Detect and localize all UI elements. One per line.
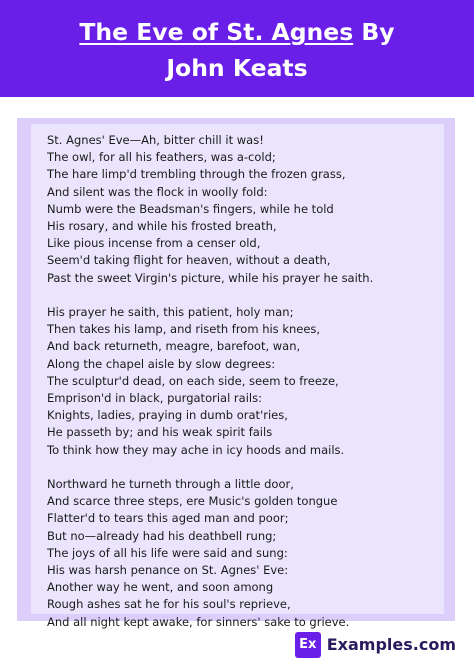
poem-line: And back returneth, meagre, barefoot, wan, xyxy=(47,339,301,354)
stanza-2 xyxy=(47,304,442,459)
poem-line: His rosary, and while his frosted breath, xyxy=(47,219,277,234)
poem-line: And all night kept awake, for sinners' sake to grieve. xyxy=(47,614,350,629)
poem-line: His prayer he saith, this patient, holy man; xyxy=(47,305,294,320)
poem-line: But no—already had his deathbell rung; xyxy=(47,528,277,543)
poem-line: Like pious incense from a censer old, xyxy=(47,236,261,251)
poem-line: The hare limp'd trembling through the frozen grass, xyxy=(47,167,346,182)
header-banner xyxy=(0,0,474,97)
poem-line: Numb were the Beadsman's fingers, while he told xyxy=(47,201,334,216)
poem-text xyxy=(47,132,442,631)
poem-line: St. Agnes' Eve—Ah, bitter chill it was! xyxy=(47,133,264,147)
stanza-3 xyxy=(47,476,442,631)
poem-line: Rough ashes sat he for his soul's reprieve, xyxy=(47,597,291,612)
poem-line: Knights, ladies, praying in dumb orat'ries, xyxy=(47,408,288,423)
poem-line: Seem'd taking flight for heaven, without a death, xyxy=(47,253,331,268)
poem-card-inner xyxy=(31,124,444,629)
title-by: By xyxy=(353,18,395,46)
poem-line: Northward he turneth through a little door, xyxy=(47,477,294,492)
poem-line: Then takes his lamp, and riseth from his knees, xyxy=(47,322,321,337)
poem-line: Flatter'd to tears this aged man and poor; xyxy=(47,511,289,526)
poem-line: Past the sweet Virgin's picture, while his prayer he saith. xyxy=(47,270,374,285)
poem-line: Another way he went, and soon among xyxy=(47,580,274,595)
poem-line: The sculptur'd dead, on each side, seem to freeze, xyxy=(47,373,339,388)
author-name: John Keats xyxy=(166,54,308,82)
poem-line: The owl, for all his feathers, was a-cold; xyxy=(47,150,276,165)
poem-line: The joys of all his life were said and sung: xyxy=(47,545,288,560)
poem-line: His was harsh penance on St. Agnes' Eve: xyxy=(47,563,289,578)
poem-line: He passeth by; and his weak spirit fails xyxy=(47,425,273,440)
brand-link[interactable] xyxy=(295,632,456,658)
poem-card xyxy=(17,118,455,629)
page-title xyxy=(0,17,474,47)
poem-line: And scarce three steps, ere Music's golden tongue xyxy=(47,494,338,509)
poem-line: And silent was the flock in woolly fold: xyxy=(47,184,268,199)
poem-line: To think how they may ache in icy hoods and mails. xyxy=(47,442,345,457)
brand-name: Examples.com xyxy=(326,635,456,654)
stanza-1 xyxy=(47,132,442,287)
poem-line: Emprison'd in black, purgatorial rails: xyxy=(47,391,262,406)
poem-line: Along the chapel aisle by slow degrees: xyxy=(47,356,276,371)
title-link[interactable]: The Eve of St. Agnes xyxy=(79,18,354,46)
examples-logo-icon: Ex xyxy=(295,632,321,658)
